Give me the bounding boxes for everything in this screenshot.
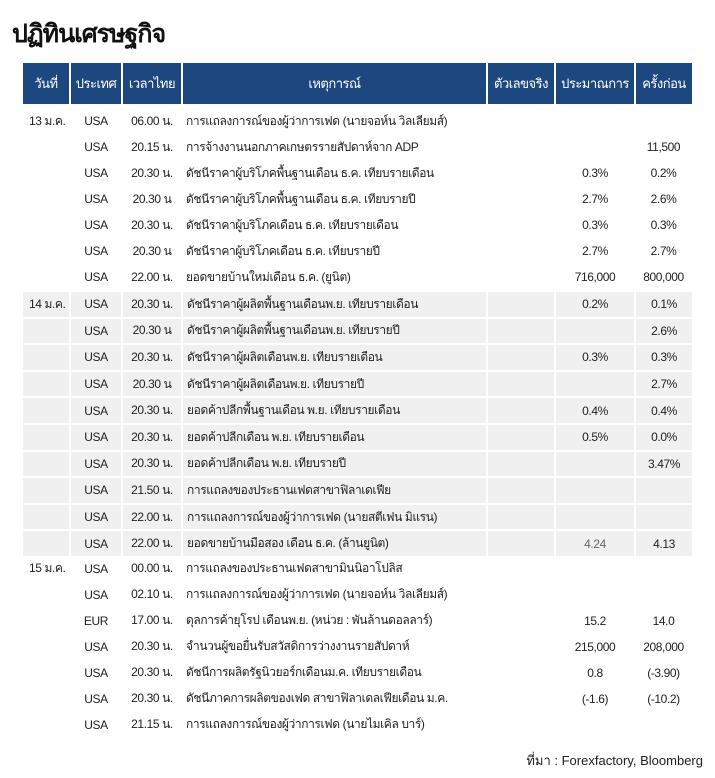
cell-event: ดุลการค้ายุโรป เดือนพ.ย. (หน่วย : พันล้านดอลลาร์) — [186, 613, 433, 628]
cell-date — [23, 397, 70, 424]
cell-country: USA — [84, 218, 108, 232]
cell-actual — [487, 104, 555, 134]
cell-actual — [487, 634, 555, 660]
cell-date — [23, 238, 70, 264]
table-row — [23, 291, 692, 318]
cell-time: 21.50 น. — [122, 477, 182, 504]
cell-previous: 11,500 — [646, 140, 681, 154]
cell-date — [23, 477, 70, 504]
cell-event: ดัชนีราคาผู้บริโภคเดือน ธ.ค. เทียบรายปี — [186, 243, 380, 258]
cell-actual — [487, 582, 555, 608]
cell-previous — [635, 477, 692, 504]
cell-forecast — [555, 556, 635, 582]
cell-previous: 2.7% — [650, 244, 677, 258]
cell-date — [23, 212, 70, 238]
cell-event: จำนวนผู้ขอยื่นรับสวัสดิการว่างงานรายสัปดาห์ — [186, 639, 410, 654]
cell-event: ดัชนีราคาผู้ผลิตพื้นฐานเดือนพ.ย. เทียบรายปี — [182, 318, 487, 345]
cell-actual — [487, 160, 555, 186]
economic-calendar-table — [23, 63, 692, 738]
cell-event: การจ้างงานนอกภาคเกษตรรายสัปดาห์จาก ADP — [186, 139, 419, 154]
table-row — [23, 530, 692, 556]
cell-country: EUR — [83, 613, 109, 628]
table-row — [23, 134, 692, 160]
table-row — [23, 371, 692, 398]
cell-event: ดัชนีการผลิตรัฐนิวยอร์กเดือนม.ค. เทียบรายเดือน — [186, 665, 422, 680]
cell-actual — [487, 264, 555, 291]
cell-country: USA — [84, 166, 108, 180]
table-row — [23, 504, 692, 531]
cell-country: USA — [70, 371, 122, 398]
cell-time: 20.30 น — [132, 191, 172, 206]
cell-country: USA — [70, 424, 122, 451]
table-row — [23, 397, 692, 424]
cell-previous: 2.7% — [635, 371, 692, 398]
cell-event: ยอดค้าปลีกพื้นฐานเดือน พ.ย. เทียบรายเดือน — [182, 397, 487, 424]
cell-forecast — [555, 477, 635, 504]
cell-time: 22.00 น. — [122, 530, 182, 556]
cell-forecast: 716,000 — [574, 270, 616, 284]
cell-country: USA — [70, 397, 122, 424]
cell-previous: 0.0% — [635, 424, 692, 451]
cell-event: การแถลงการณ์ของผู้ว่าการเฟด (นายจอห์น วิลเลียมส์) — [186, 113, 448, 128]
cell-previous: 0.1% — [635, 291, 692, 318]
cell-time: 20.30 น. — [131, 639, 173, 654]
cell-time: 20.30 น. — [122, 424, 182, 451]
page-title: ปฏิทินเศรษฐกิจ — [12, 20, 166, 48]
cell-actual — [487, 344, 555, 371]
cell-actual — [487, 318, 555, 345]
cell-previous: 0.3% — [650, 218, 677, 232]
cell-previous — [635, 504, 692, 531]
cell-time: 22.00 น. — [131, 269, 173, 284]
cell-country: USA — [84, 717, 108, 732]
cell-country: USA — [84, 639, 108, 654]
cell-date — [23, 424, 70, 451]
cell-time: 02.10 น. — [131, 587, 173, 602]
cell-country: USA — [70, 504, 122, 531]
cell-time: 20.30 น — [122, 318, 182, 345]
cell-time: 20.30 น. — [122, 451, 182, 478]
cell-forecast — [555, 504, 635, 531]
table-row — [23, 634, 692, 660]
cell-country: USA — [70, 318, 122, 345]
cell-country: USA — [70, 451, 122, 478]
cell-time: 20.30 น. — [122, 291, 182, 318]
cell-date — [23, 504, 70, 531]
cell-actual — [487, 712, 555, 738]
cell-forecast: 0.5% — [555, 424, 635, 451]
cell-forecast: 15.2 — [584, 613, 606, 628]
header-previous: ครั้งก่อน — [635, 63, 692, 104]
cell-time: 20.15 น. — [131, 139, 173, 154]
table-row — [23, 686, 692, 712]
cell-actual — [487, 212, 555, 238]
table-row — [23, 186, 692, 212]
cell-previous: 208,000 — [643, 639, 684, 654]
cell-event: ดัชนีราคาผู้ผลิตเดือนพ.ย. เทียบรายเดือน — [182, 344, 487, 371]
table-row — [23, 264, 692, 291]
cell-country: USA — [84, 587, 108, 602]
cell-forecast: 0.4% — [555, 397, 635, 424]
cell-forecast: 215,000 — [574, 639, 616, 654]
table-row — [23, 582, 692, 608]
cell-date — [23, 660, 70, 686]
cell-actual — [487, 186, 555, 212]
cell-time: 00.00 น. — [131, 561, 173, 576]
cell-forecast — [555, 451, 635, 478]
cell-country: USA — [70, 530, 122, 556]
cell-previous: 2.6% — [650, 192, 677, 206]
cell-previous: 800,000 — [643, 270, 684, 284]
cell-event: การแถลงการณ์ของผู้ว่าการเฟด (นายสตีเฟน มิแรน) — [182, 504, 487, 531]
cell-previous — [635, 556, 692, 582]
cell-event: ยอดขายบ้านมือสอง เดือน ธ.ค. (ล้านยูนิต) — [182, 530, 487, 556]
cell-country: USA — [84, 140, 108, 154]
cell-time: 06.00 น. — [131, 113, 173, 128]
cell-previous: 2.6% — [635, 318, 692, 345]
cell-actual — [487, 530, 555, 556]
cell-forecast: 0.8 — [587, 665, 603, 680]
cell-event: ดัชนีราคาผู้ผลิตพื้นฐานเดือนพ.ย. เทียบรายเดือน — [182, 291, 487, 318]
cell-actual — [487, 556, 555, 582]
cell-date — [23, 686, 70, 712]
cell-forecast — [555, 712, 635, 738]
cell-date — [23, 160, 70, 186]
cell-event: ยอดขายบ้านใหม่เดือน ธ.ค. (ยูนิต) — [186, 269, 351, 284]
cell-actual — [487, 424, 555, 451]
table-row — [23, 712, 692, 738]
table-row — [23, 477, 692, 504]
cell-previous: 14.0 — [652, 613, 675, 628]
table-header-row — [23, 63, 692, 104]
cell-country: USA — [84, 665, 108, 680]
table-row — [23, 451, 692, 478]
cell-actual — [487, 504, 555, 531]
cell-time: 20.30 น. — [131, 691, 173, 706]
cell-time: 20.30 น. — [131, 665, 173, 680]
cell-country: USA — [70, 344, 122, 371]
cell-date — [23, 634, 70, 660]
cell-country: USA — [84, 691, 108, 706]
cell-time: 20.30 น — [132, 243, 172, 258]
cell-country: USA — [84, 114, 108, 128]
table-row — [23, 160, 692, 186]
header-country: ประเทศ — [70, 63, 122, 104]
cell-country: USA — [84, 270, 108, 284]
cell-forecast: 0.3% — [582, 166, 608, 180]
header-date: วันที่ — [23, 63, 70, 104]
table-row — [23, 660, 692, 686]
table-row — [23, 344, 692, 371]
cell-date — [23, 186, 70, 212]
cell-date — [23, 344, 70, 371]
cell-actual — [487, 477, 555, 504]
source-note: ที่มา : Forexfactory, Bloomberg — [526, 753, 703, 768]
cell-time: 21.15 น. — [131, 717, 173, 732]
cell-time: 22.00 น. — [122, 504, 182, 531]
cell-event: ดัชนีราคาผู้บริโภคเดือน ธ.ค. เทียบรายเดือน — [186, 217, 399, 232]
table-row — [23, 556, 692, 582]
cell-event: ดัชนีภาคการผลิตของเฟด สาขาฟิลาเดลเฟียเดือน ม.ค. — [186, 691, 448, 706]
cell-forecast — [555, 371, 635, 398]
header-actual: ตัวเลขจริง — [487, 63, 555, 104]
cell-previous — [635, 712, 692, 738]
cell-country: USA — [84, 244, 108, 258]
cell-actual — [487, 397, 555, 424]
cell-event: ยอดค้าปลีกเดือน พ.ย. เทียบรายเดือน — [182, 424, 487, 451]
cell-time: 20.30 น. — [131, 217, 173, 232]
cell-country: USA — [70, 291, 122, 318]
cell-time: 20.30 น. — [131, 165, 173, 180]
cell-event: ดัชนีราคาผู้บริโภคพื้นฐานเดือน ธ.ค. เทียบรายเดือน — [186, 165, 434, 180]
cell-forecast: 0.3% — [582, 218, 608, 232]
cell-previous — [635, 104, 692, 134]
cell-actual — [487, 608, 555, 634]
cell-forecast: 2.7% — [582, 192, 608, 206]
cell-country: USA — [70, 477, 122, 504]
cell-date: 13 ม.ค. — [29, 113, 66, 128]
cell-date — [23, 451, 70, 478]
cell-actual — [487, 291, 555, 318]
cell-forecast: 4.24 — [555, 530, 635, 556]
cell-previous: 3.47% — [635, 451, 692, 478]
cell-actual — [487, 238, 555, 264]
cell-previous: 0.4% — [635, 397, 692, 424]
cell-country: USA — [84, 561, 108, 576]
cell-date — [23, 582, 70, 608]
cell-forecast — [555, 104, 635, 134]
cell-actual — [487, 451, 555, 478]
cell-actual — [487, 686, 555, 712]
cell-forecast: 0.3% — [555, 344, 635, 371]
table-row — [23, 608, 692, 634]
table-row — [23, 424, 692, 451]
cell-event: การแถลงการณ์ของผู้ว่าการเฟด (นายจอห์น วิลเลียมส์) — [186, 587, 448, 602]
cell-country: USA — [84, 192, 108, 206]
cell-date — [23, 264, 70, 291]
cell-forecast — [555, 582, 635, 608]
cell-previous — [635, 582, 692, 608]
cell-forecast — [555, 318, 635, 345]
cell-actual — [487, 371, 555, 398]
cell-date — [23, 318, 70, 345]
cell-event: การแถลงการณ์ของผู้ว่าการเฟด (นายไมเคิล บาร์) — [186, 717, 425, 732]
cell-forecast: 2.7% — [582, 244, 608, 258]
table-row — [23, 238, 692, 264]
cell-date — [23, 134, 70, 160]
cell-previous: (-10.2) — [647, 691, 680, 706]
cell-date — [23, 712, 70, 738]
cell-date — [23, 608, 70, 634]
table-row — [23, 104, 692, 134]
header-forecast: ประมาณการ — [555, 63, 635, 104]
cell-time: 20.30 น. — [122, 397, 182, 424]
header-time: เวลาไทย — [122, 63, 182, 104]
cell-previous: 4.13 — [635, 530, 692, 556]
cell-forecast: 0.2% — [555, 291, 635, 318]
cell-time: 17.00 น. — [131, 613, 173, 628]
cell-actual — [487, 134, 555, 160]
cell-event: การแถลงของประธานเฟดสาขามินนิอาโปลิส — [186, 561, 403, 576]
cell-time: 20.30 น. — [122, 344, 182, 371]
cell-event: การแถลงของประธานเฟดสาขาฟิลาเดเฟีย — [182, 477, 487, 504]
cell-event: ดัชนีราคาผู้ผลิตเดือนพ.ย. เทียบรายปี — [182, 371, 487, 398]
cell-previous: 0.2% — [650, 166, 677, 180]
cell-date — [23, 530, 70, 556]
cell-forecast — [555, 134, 635, 160]
cell-previous: 0.3% — [635, 344, 692, 371]
cell-date: 15 ม.ค. — [29, 561, 66, 576]
cell-date: 14 ม.ค. — [23, 291, 70, 318]
cell-time: 20.30 น — [122, 371, 182, 398]
cell-actual — [487, 660, 555, 686]
cell-previous: (-3.90) — [647, 665, 680, 680]
header-event: เหตุการณ์ — [182, 63, 487, 104]
cell-date — [23, 371, 70, 398]
table-row — [23, 212, 692, 238]
cell-forecast: (-1.6) — [581, 691, 609, 706]
table-row — [23, 318, 692, 345]
cell-event: ยอดค้าปลีกเดือน พ.ย. เทียบรายปี — [182, 451, 487, 478]
cell-event: ดัชนีราคาผู้บริโภคพื้นฐานเดือน ธ.ค. เทียบรายปี — [186, 191, 416, 206]
